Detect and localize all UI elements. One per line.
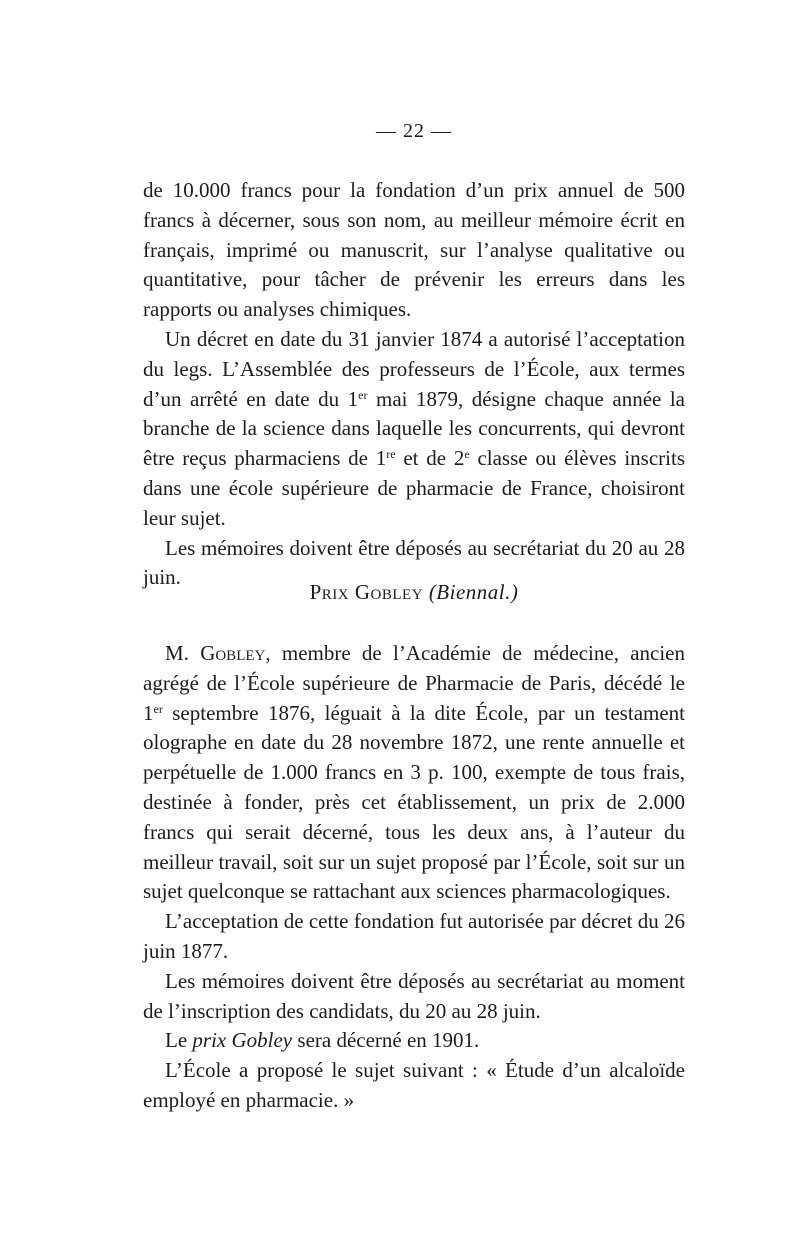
section-heading-prix-gobley <box>143 580 685 605</box>
superscript-e: e <box>464 447 470 462</box>
paragraph-decree-1874 <box>143 325 685 534</box>
paragraph-prize-foundation: de 10.000 francs pour la fondation d’un prix annuel de 500 francs à décerner, sous son nom, au meilleur mémoire écrit en français, imprimé ou manuscrit, sur l’analyse qualitative ou quantitative, pour tâcher de prévenir les erreurs dans les rapports ou analyses chimiques. <box>143 178 685 322</box>
award-prize-name: prix Gobley <box>192 1028 293 1053</box>
decree-text-part-2: mai 1879, désigne chaque année la branche de la science dans laquelle les concurrents, qui devront être reçus pharmaciens de 1 <box>143 386 686 471</box>
decree-text-part-3: et de 2 <box>395 446 465 471</box>
paragraph-submission-deadline-gobley: Les mémoires doivent être déposés au secrétariat au moment de l’inscription des candidats, du 20 au 28 juin. <box>143 968 685 1023</box>
paragraph-proposed-subject: L’École a proposé le sujet suivant : « Étude d’un alcaloïde employé en pharmacie. » <box>143 1058 685 1112</box>
heading-subtitle: (Biennal.) <box>428 580 519 604</box>
bequest-text-part-3: septembre 1876, léguait à la dite École, par un testament olographe en date du 28 novembre 1872, une rente annuelle et perpétuelle de 1.000 francs en 3 p. 100, exempte de tous frais, destinée à fonder, près cet établissement, un prix de 2.000 francs qui serait décerné, tous les deux ans, à l’auteur du meilleur travail, soit sur un sujet proposé par l’École, soit sur un sujet quelconque se rattachant aux sciences pharmacologiques. <box>143 700 685 904</box>
section-legs-text <box>143 176 685 593</box>
person-name-gobley: Gobley <box>200 641 266 665</box>
bequest-text-part-2: , membre de l’Académie de médecine, ancien agrégé de l’École supérieure de Pharmacie de Paris, décédé le 1 <box>143 641 685 725</box>
page-number: — 22 — <box>376 120 452 142</box>
section-gobley-text <box>143 639 685 1116</box>
superscript-er: er <box>358 387 368 402</box>
bequest-text-part-1: M. <box>165 641 201 665</box>
award-text-part-1: Le <box>165 1028 193 1053</box>
paragraph-acceptance-decree: L’acceptation de cette fondation fut autorisée par décret du 26 juin 1877. <box>143 909 685 963</box>
decree-text-part-4: classe ou élèves inscrits dans une école supérieure de pharmacie de France, choisiront leur sujet. <box>143 446 686 530</box>
award-text-part-2: sera décerné en 1901. <box>292 1028 480 1053</box>
paragraph-gobley-bequest <box>143 639 685 907</box>
paragraph-award-year <box>143 1026 685 1056</box>
superscript-er: er <box>153 701 163 716</box>
decree-text-part-1: Un décret en date du 31 janvier 1874 a autorisé l’acceptation du legs. L’Assemblée des professeurs de l’École, aux termes d’un arrêté en date du 1 <box>143 326 685 411</box>
paragraph-submission-deadline: Les mémoires doivent être déposés au secrétariat du 20 au 28 juin. <box>143 535 685 590</box>
heading-title: Prix Gobley <box>309 580 424 604</box>
superscript-re: re <box>386 447 396 462</box>
